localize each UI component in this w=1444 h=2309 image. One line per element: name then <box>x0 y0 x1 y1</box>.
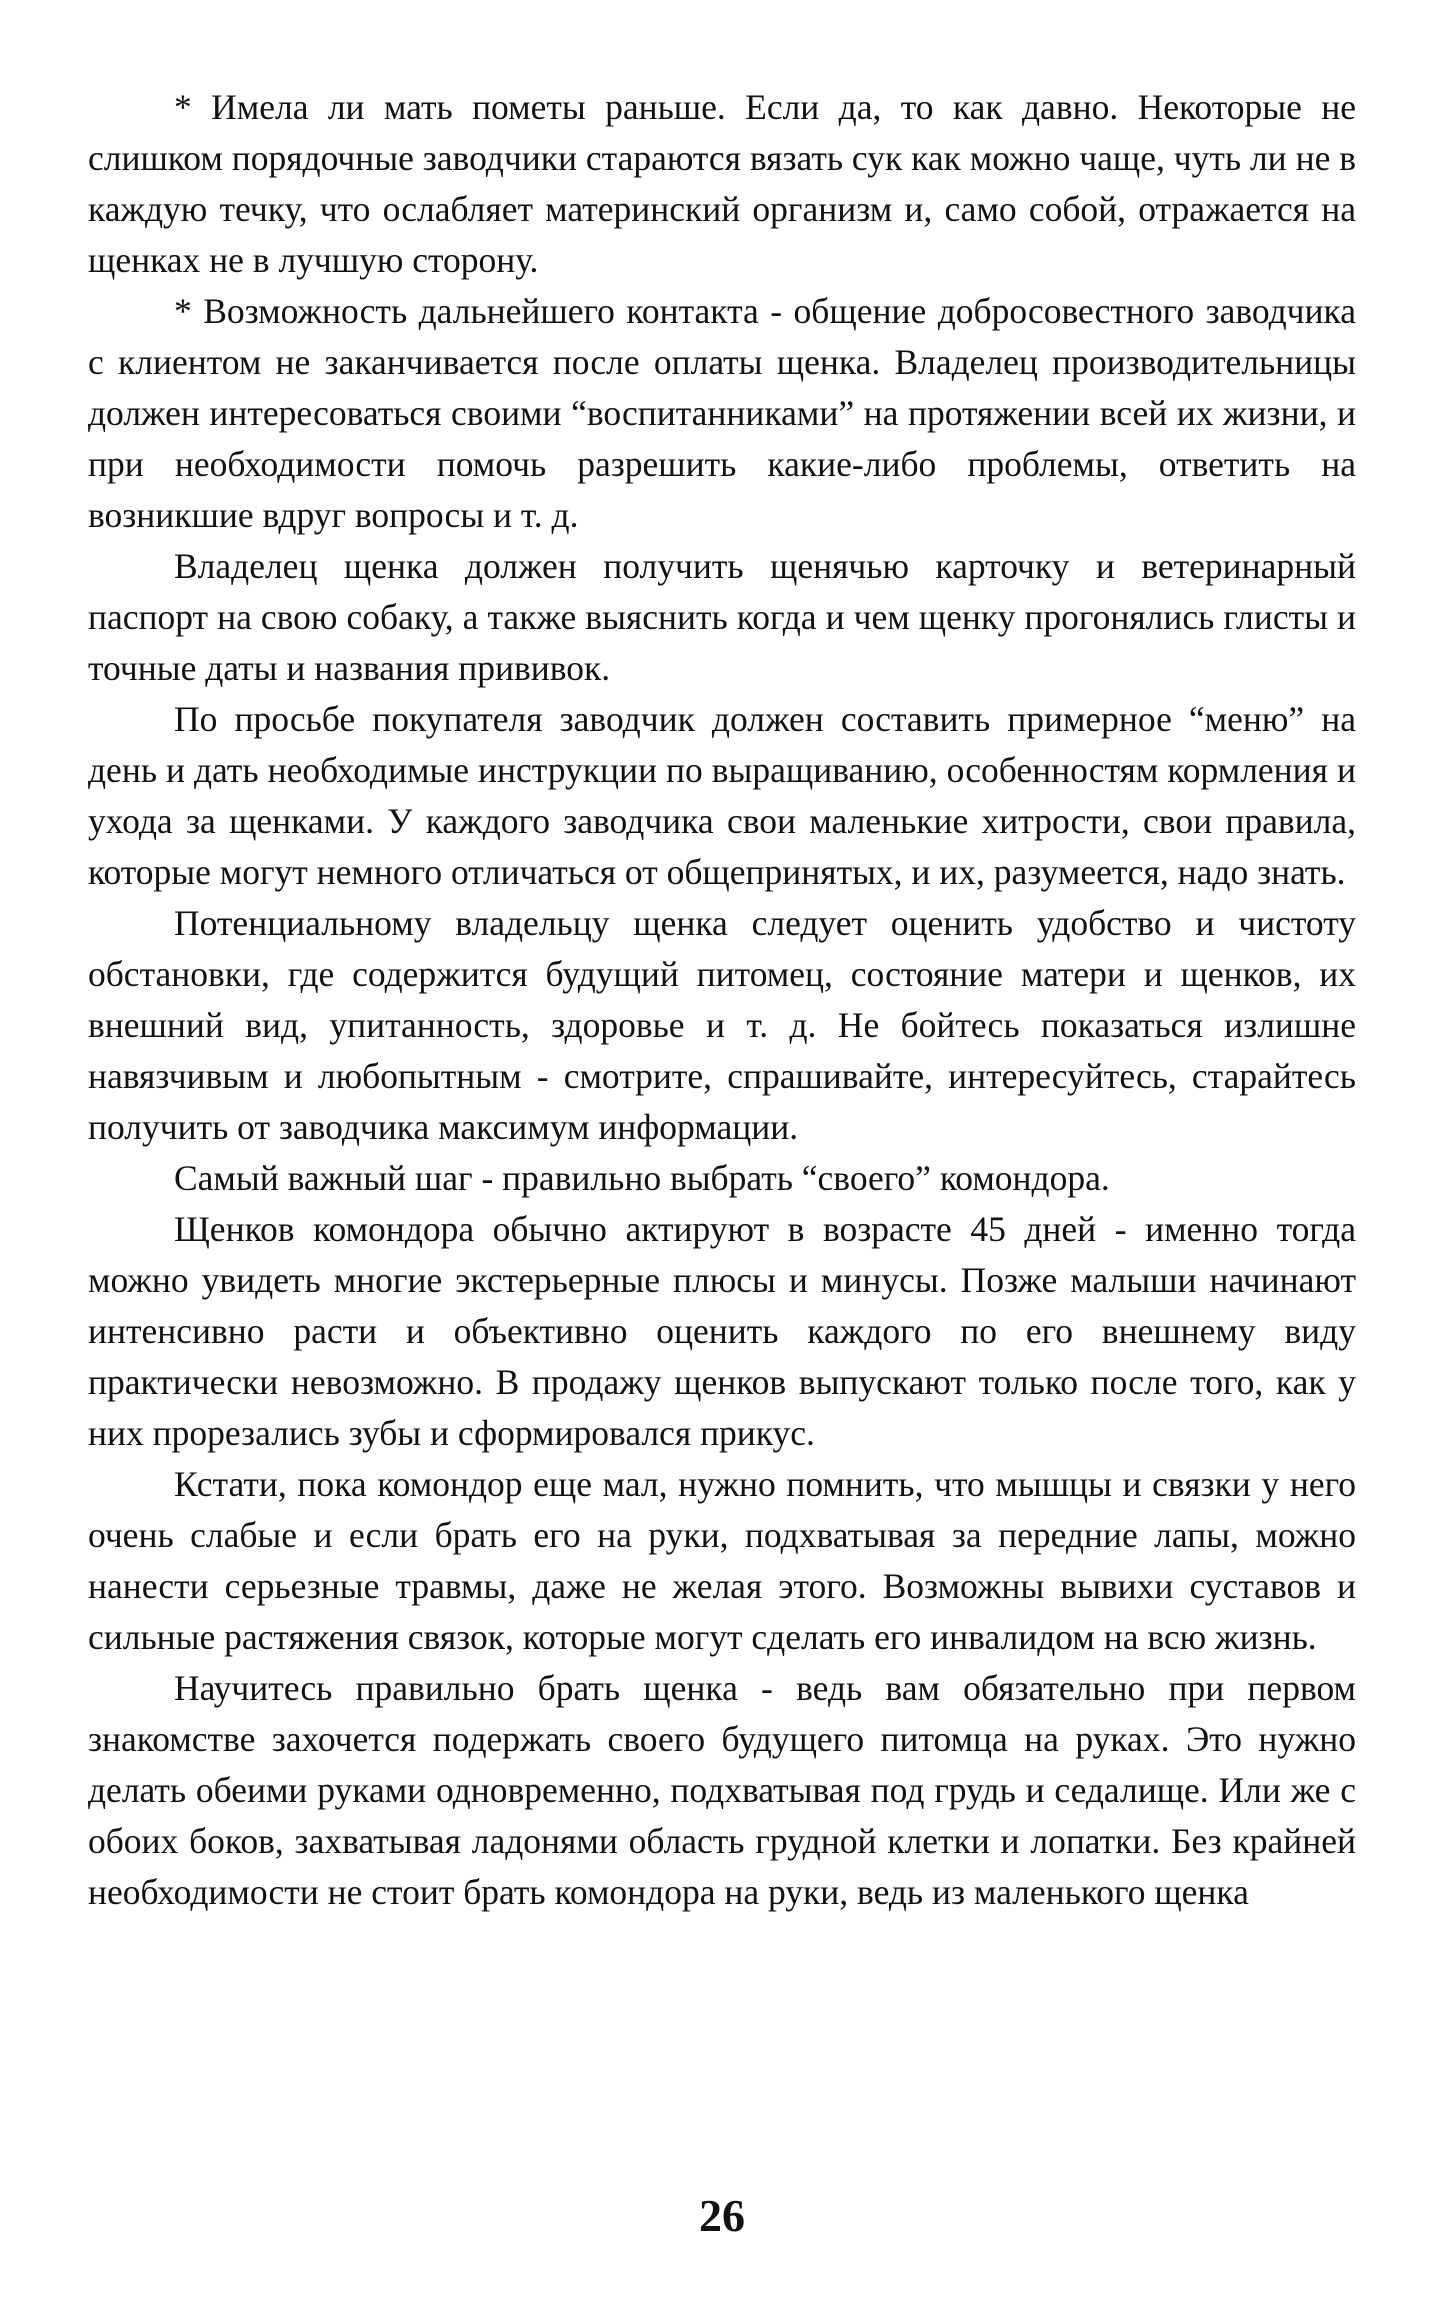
paragraph-weak-ligaments: Кстати, пока комондор еще мал, нужно помнить, что мышцы и связки у него очень слабые и если брать его на руки, подхватывая за передние лапы, можно нанести серьезные травмы, даже не желая этого. Возможны вывихи суставов и сильные растяжения связок, которые могут сделать его инвалидом на всю жизнь. <box>88 1464 1356 1657</box>
page-number: 26 <box>699 2190 745 2241</box>
paragraph-evaluate-conditions: Потенциальному владельцу щенка следует оценить удобство и чистоту обстановки, где содержится будущий питомец, состояние матери и щенков, их внешний вид, упитанность, здоровье и т. д. Не бойтесь показаться излишне навязчивым и любопытным - смотрите, спрашивайте, интересуйтесь, старайтесь получить от заводчика максимум информации. <box>88 903 1356 1147</box>
paragraph-holding-puppy: Научитесь правильно брать щенка - ведь вам обязательно при первом знакомстве захочется подержать своего будущего питомца на руках. Это нужно делать обеими руками одновременно, подхватывая под грудь и седалище. Или же с обоих боков, захватывая ладонями область грудной клетки и лопатки. Без крайней необходимости не стоит брать комондора на руки, ведь из маленького щенка <box>88 1668 1356 1912</box>
paragraph-further-contact: * Возможность дальнейшего контакта - общение добросовестного заводчика с клиентом не заканчивается после оплаты щенка. Владелец производительницы должен интересоваться своими “воспитанниками” на протяжении всей их жизни, и при необходимости помочь разрешить какие-либо проблемы, ответить на возникшие вдруг вопросы и т. д. <box>88 291 1356 535</box>
paragraph-puppy-age: Щенков комондора обычно актируют в возрасте 45 дней - именно тогда можно увидеть многие экстерьерные плюсы и минусы. Позже малыши начинают интенсивно расти и объективно оценить каждого по его внешнему виду практически невозможно. В продажу щенков выпускают только после того, как у них прорезались зубы и сформировался прикус. <box>88 1209 1356 1453</box>
paragraph-choose-puppy: Самый важный шаг - правильно выбрать “своего” комондора. <box>174 1158 1110 1198</box>
paragraph-puppy-documents: Владелец щенка должен получить щенячью карточку и ветеринарный паспорт на свою собаку, а также выяснить когда и чем щенку прогонялись глисты и точные даты и названия прививок. <box>88 546 1356 688</box>
paragraph-feeding-menu: По просьбе покупателя заводчик должен составить примерное “меню” на день и дать необходимые инструкции по выращиванию, особенностям кормления и ухода за щенками. У каждого заводчика свои маленькие хитрости, свои правила, которые могут немного отличаться от общепринятых, и их, разумеется, надо знать. <box>88 699 1356 892</box>
paragraph-previous-litters: * Имела ли мать пометы раньше. Если да, то как давно. Некоторые не слишком порядочные заводчики стараются вязать сук как можно чаще, чуть ли не в каждую течку, что ослабляет материнский организм и, само собой, отражается на щенках не в лучшую сторону. <box>88 87 1356 280</box>
body-text <box>88 82 1356 1918</box>
